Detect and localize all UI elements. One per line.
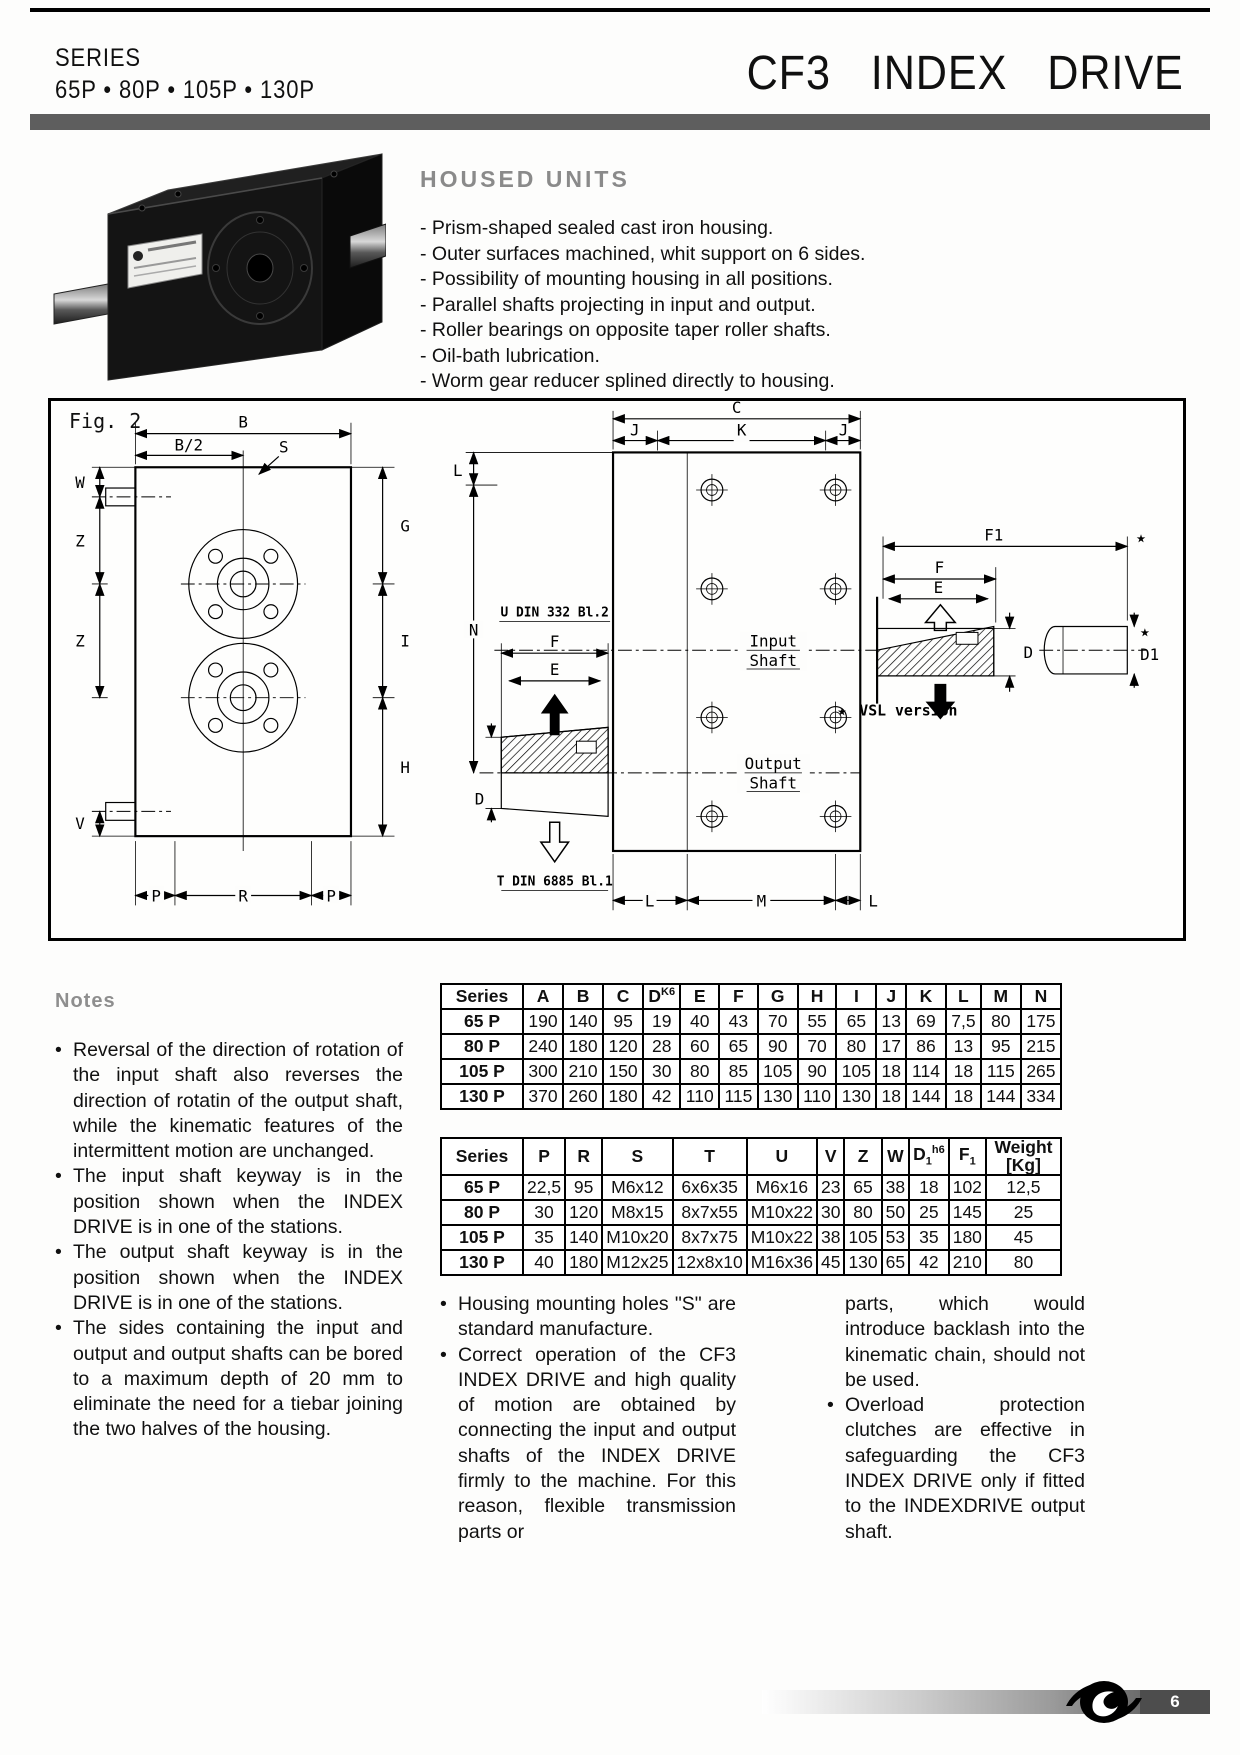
dim-label-n: N [468,620,479,640]
table-cell: 43 [719,1009,758,1034]
column-header: R [565,1138,602,1175]
table-cell: 42 [643,1084,680,1109]
table-cell: 240 [523,1034,563,1059]
notes-list [55,1038,403,1443]
table-cell: 7,5 [946,1009,981,1034]
table-cell: 25 [909,1200,949,1225]
table-cell: M10x20 [602,1225,672,1250]
table-cell: 65 [844,1175,881,1200]
column-header: Series [441,984,523,1009]
table-cell: 80 [836,1034,876,1059]
table-cell: 25 [986,1200,1061,1225]
remarks-column-right [827,1292,1085,1545]
table-cell: 18 [946,1059,981,1084]
table-cell: M12x25 [602,1250,672,1275]
vsl-star: ★ [1136,527,1146,547]
column-header: Series [441,1138,523,1175]
table-cell: 334 [1021,1084,1061,1109]
column-header: I [836,984,876,1009]
remarks-column-middle [440,1292,736,1545]
table-cell: 18 [909,1175,949,1200]
column-header: V [817,1138,844,1175]
column-header: B [563,984,603,1009]
housed-units-item: - Prism-shaped sealed cast iron housing. [420,217,774,239]
row-header: 130 P [441,1084,523,1109]
table-cell: 175 [1021,1009,1061,1034]
table-row [441,1059,1061,1084]
output-shaft-detail [475,606,613,891]
dim-label-s: S [278,437,289,457]
table-cell: 300 [523,1059,563,1084]
table-cell: 65 [836,1009,876,1034]
dim-label-j: J [630,420,640,440]
table-cell: 90 [798,1059,837,1084]
remark-item: • Correct operation of the CF3 INDEX DRIVE and high quality of motion are obtained by connecting the input and output shafts of the INDEX DRIVE firmly to the machine. For this reason, flexible transmission parts or [440,1343,736,1545]
output-shaft-label: Shaft [749,773,798,793]
table-cell: M6x16 [747,1175,817,1200]
table-cell: 45 [986,1225,1061,1250]
table-cell: 8x7x75 [673,1225,747,1250]
table-cell: 95 [981,1034,1021,1059]
table-cell: 110 [798,1084,837,1109]
column-header: J [876,984,906,1009]
input-shaft-label: Shaft [749,651,798,671]
table-cell: 144 [981,1084,1021,1109]
table-cell: 190 [523,1009,563,1034]
plan-view [453,401,878,910]
dim-label-m: M [756,891,767,911]
table-cell: M8x15 [602,1200,672,1225]
dim-label-d1: D1 [1140,645,1160,665]
table-cell: 28 [643,1034,680,1059]
top-rule [30,8,1210,12]
vsl-star: ★ [1140,621,1150,641]
dim-label-f: F [549,632,560,652]
housed-units-item: - Oil-bath lubrication. [420,344,600,367]
table-cell: 180 [603,1084,643,1109]
table-cell: 8x7x55 [673,1200,747,1225]
dim-label-p: P [151,886,161,906]
table-cell: 95 [603,1009,643,1034]
table-cell: 105 [836,1059,876,1084]
table-cell: 60 [680,1034,719,1059]
column-header: N [1021,984,1061,1009]
dim-label-v: V [75,814,85,834]
table-cell: 105 [844,1225,881,1250]
vsl-star: ★ [837,702,847,720]
table-cell: 115 [981,1059,1021,1084]
remarks-right-list [827,1393,1085,1545]
dimensions-table-secondary [440,1137,1062,1276]
column-header: T [673,1138,747,1175]
note-item: • The input shaft keyway is in the position shown when the INDEX DRIVE is in one of the stations. [55,1164,403,1240]
dim-label-f: F [934,558,945,578]
dim-label-b: B [238,412,248,432]
table-cell: 85 [719,1059,758,1084]
direction-arrow-up-hollow [926,605,956,631]
table-cell: 130 [836,1084,876,1109]
table-cell: M16x36 [747,1250,817,1275]
table-cell: 80 [844,1200,881,1225]
table-cell: 140 [565,1225,602,1250]
table-cell: 145 [949,1200,986,1225]
column-header: K [906,984,946,1009]
dim-label-b2: B/2 [174,435,204,455]
column-header: Z [844,1138,881,1175]
remark-item: • Housing mounting holes "S" are standard manufacture. [440,1292,736,1343]
dim-label-j: J [838,420,849,440]
table-cell: M10x22 [747,1200,817,1225]
vsl-version-note: VSL version [859,702,958,720]
table-cell: 180 [949,1225,986,1250]
table-cell: 12x8x10 [673,1250,747,1275]
page-title: CF3 INDEX DRIVE [746,47,1184,100]
housed-units-item: - Worm gear reducer splined directly to housing. [420,370,835,392]
column-header: G [758,984,798,1009]
output-shaft-label: Output [744,753,802,773]
dim-label-z: Z [75,531,85,551]
housed-units-item: - Outer surfaces machined, whit support on 6 sides. [420,242,866,265]
direction-arrow-up-solid [541,694,569,736]
row-header: 65 P [441,1009,523,1034]
table-cell: 80 [986,1250,1061,1275]
note-item: • The sides containing the input and output and output shafts can be bored to a maximum depth of 20 mm to eliminate the need for a tiebar joining the two halves of the housing. [55,1316,403,1442]
table-cell: 210 [949,1250,986,1275]
table-cell: 30 [817,1200,844,1225]
table-cell: 35 [909,1225,949,1250]
table-cell: 70 [798,1034,837,1059]
column-header: F [719,984,758,1009]
table-cell: 90 [758,1034,798,1059]
table-cell: 22,5 [523,1175,565,1200]
table-cell: 30 [643,1059,680,1084]
remark-continuation: parts, which would introduce backlash into the kinematic chain, should not be used. [845,1293,1085,1391]
dim-label-r: R [238,886,248,906]
dim-label-f1: F1 [984,525,1004,545]
housed-units-item: - Parallel shafts projecting in input and output. [420,293,816,316]
page-number: 6 [1140,1690,1210,1714]
table-cell: 40 [680,1009,719,1034]
column-header: C [603,984,643,1009]
table-cell: M6x12 [602,1175,672,1200]
housed-units-heading: HOUSED UNITS [420,166,630,192]
row-header: 80 P [441,1200,523,1225]
table-cell: 215 [1021,1034,1061,1059]
dim-label-p: P [326,886,336,906]
table-cell: 35 [523,1225,565,1250]
remark-item: • Overload protection clutches are effective in safeguarding the CF3 INDEX DRIVE only if fitted to the INDEXDRIVE output shaft. [827,1393,1085,1545]
column-header: L [946,984,981,1009]
input-shaft-vsl-detail [838,525,1160,719]
table-cell: 130 [844,1250,881,1275]
column-header: H [798,984,837,1009]
product-photo [50,118,386,396]
housed-units-item: - Possibility of mounting housing in all positions. [420,268,833,290]
housed-units-item: - Roller bearings on opposite taper roller shafts. [420,319,831,341]
table-cell: 210 [563,1059,603,1084]
table-cell: 144 [906,1084,946,1109]
table-cell: 69 [906,1009,946,1034]
table-cell: 18 [876,1084,906,1109]
table-cell: 19 [643,1009,680,1034]
dim-label-g: G [400,516,410,536]
table-row [441,1250,1061,1275]
u-din-label: U DIN 332 Bl.2 [500,605,609,621]
table-cell: 18 [946,1084,981,1109]
column-header: P [523,1138,565,1175]
t-din-label: T DIN 6885 Bl.1 [496,874,613,890]
table-cell: M10x22 [747,1225,817,1250]
figure-2-frame [48,398,1186,941]
table-cell: 12,5 [986,1175,1061,1200]
dim-label-l: L [868,891,878,911]
table-cell: 120 [565,1200,602,1225]
table-cell: 265 [1021,1059,1061,1084]
table-cell: 13 [946,1034,981,1059]
table-cell: 140 [563,1009,603,1034]
column-header: M [981,984,1021,1009]
table-cell: 95 [565,1175,602,1200]
table-cell: 42 [909,1250,949,1275]
dim-label-l: L [644,891,655,911]
series-models: 65P • 80P • 105P • 130P [55,76,315,104]
table-cell: 150 [603,1059,643,1084]
direction-arrow-down-hollow [541,822,569,862]
dim-label-e: E [933,577,944,597]
table-cell: 105 [758,1059,798,1084]
table-cell: 86 [906,1034,946,1059]
table-row [441,1200,1061,1225]
table-cell: 130 [758,1084,798,1109]
table-cell: 40 [523,1250,565,1275]
table-row [441,1009,1061,1034]
input-shaft-label: Input [749,631,798,651]
dim-label-k: K [736,420,747,440]
table-cell: 6x6x35 [673,1175,747,1200]
table-cell: 180 [563,1034,603,1059]
dim-label-c: C [731,401,742,417]
dim-label-w: W [75,473,85,493]
dim-label-h: H [400,757,410,777]
dim-label-e: E [549,659,560,679]
table-row [441,1034,1061,1059]
table-cell: 50 [882,1200,909,1225]
housed-units-list [420,216,1020,395]
table-cell: 38 [817,1225,844,1250]
table-cell: 53 [882,1225,909,1250]
series-label: SERIES [55,44,141,72]
table-cell: 30 [523,1200,565,1225]
column-header: $D_1^{h6}$ [909,1138,949,1175]
row-header: 130 P [441,1250,523,1275]
table-cell: 115 [719,1084,758,1109]
dim-label-d: D [474,789,485,809]
table-cell: 120 [603,1034,643,1059]
table-row [441,1225,1061,1250]
column-header: S [602,1138,672,1175]
table-cell: 102 [949,1175,986,1200]
column-header: U [747,1138,817,1175]
table-cell: 55 [798,1009,837,1034]
table-cell: 370 [523,1084,563,1109]
table-cell: 23 [817,1175,844,1200]
dim-label-d: D [1023,643,1033,663]
row-header: 65 P [441,1175,523,1200]
table-cell: 110 [680,1084,719,1109]
table-cell: 114 [906,1059,946,1084]
table-row [441,1175,1061,1200]
column-header: Weight [Kg] [986,1138,1061,1175]
table-cell: 260 [563,1084,603,1109]
left-elevation-view [75,413,410,906]
table-cell: 18 [876,1059,906,1084]
table-cell: 45 [817,1250,844,1275]
table-cell: 65 [719,1034,758,1059]
table-row [441,1084,1061,1109]
note-item: • Reversal of the direction of rotation of the input shaft also reverses the direction of rotatin of the output shaft, while the kinematic features of the intermittent motion are unchanged. [55,1038,403,1164]
row-header: 80 P [441,1034,523,1059]
column-header: E [680,984,719,1009]
table-cell: 38 [882,1175,909,1200]
table-cell: 70 [758,1009,798,1034]
brand-logo-icon [1062,1676,1146,1728]
notes-heading: Notes [55,990,116,1012]
note-item: • The output shaft keyway is in the position shown when the INDEX DRIVE is in one of the stations. [55,1240,403,1316]
figure-2-drawing [51,401,1183,938]
input-shaft-photo [54,284,108,324]
table-cell: 65 [882,1250,909,1275]
table-cell: 13 [876,1009,906,1034]
table-cell: 180 [565,1250,602,1275]
table-cell: 17 [876,1034,906,1059]
table-cell: 80 [981,1009,1021,1034]
dim-label-l: L [453,461,463,481]
dim-label-i: I [400,631,410,651]
column-header: W [882,1138,909,1175]
row-header: 105 P [441,1059,523,1084]
column-header: $D^{K6}$ [643,984,680,1009]
dimensions-table-primary [440,983,1062,1110]
dim-label-z: Z [75,631,85,651]
column-header: $F_1$ [949,1138,986,1175]
row-header: 105 P [441,1225,523,1250]
table-cell: 80 [680,1059,719,1084]
column-header: A [523,984,563,1009]
figure-label: Fig. 2 [69,409,142,433]
